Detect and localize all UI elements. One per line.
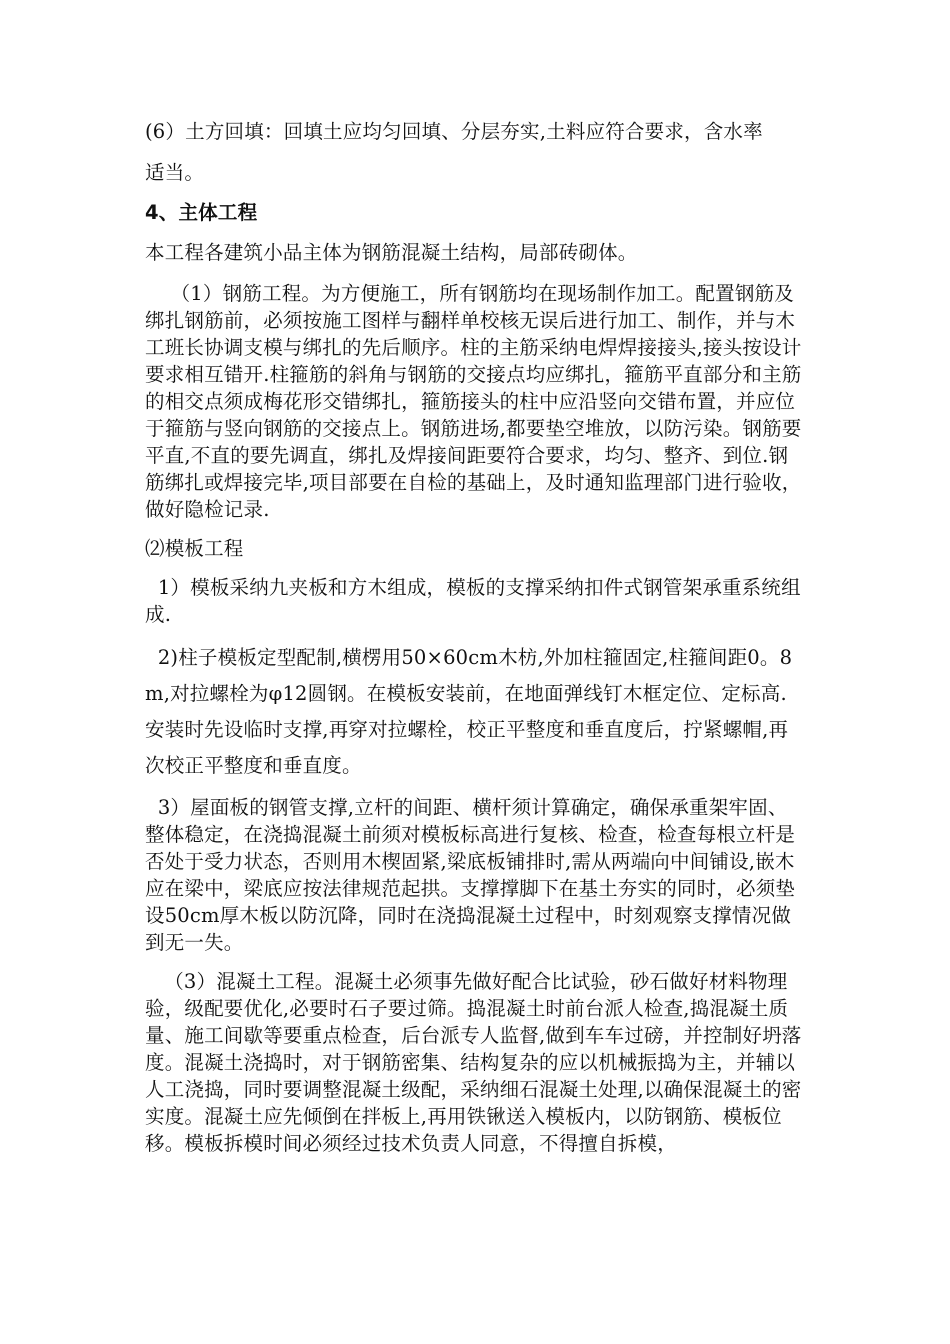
paragraph-formwork-title: ⑵模板工程 [145,537,244,560]
paragraph-rebar-works: （1）钢筋工程。为方便施工，所有钢筋均在现场制作加工。配置钢筋及绑扎钢筋前，必须按施工图样与翻样单校核无误后进行加工、制作，并与木工班长协调支模与绑扎的先后顺序。柱的主筋采纳电焊焊接接头,接头按设计要求相互错开.柱箍筋的斜角与钢筋的交接点均应绑扎，箍筋平直部分和主筋的相交点须成梅花形交错绑扎，箍筋接头的柱中应沿竖向交错布置，并应位于箍筋与竖向钢筋的交接点上。钢筋进场,都要垫空堆放，以防污染。钢筋要平直,不直的要先调直，绑扎及焊接间距要符合要求，均匀、整齐、到位.钢筋绑扎或焊接完毕,项目部要在自检的基础上，及时通知监理部门进行验收，做好隐检记录. [145,282,802,521]
paragraph-formwork-3: 3）屋面板的钢管支撑,立杆的间距、横杆须计算确定，确保承重架牢固、整体稳定，在浇捣混凝土前须对模板标高进行复核、检查，检查每根立杆是否处于受力状态，否则用木楔固紧,梁底板铺排时,需从两端向中间铺设,嵌木应在梁中，梁底应按法律规范起拱。支撑撑脚下在基土夯实的同时，必须垫设50cm厚木板以防沉降，同时在浇捣混凝土过程中，时刻观察支撑情况做到无一失。 [145,796,796,954]
paragraph-backfill: (6）土方回填：回填土应均匀回填、分层夯实,土料应符合要求，含水率 [145,120,763,143]
paragraph-backfill-continued: 适当。 [145,161,205,184]
paragraph-formwork-1: 1）模板采纳九夹板和方木组成，模板的支撑采纳扣件式钢管架承重系统组成. [145,576,801,626]
paragraph-intro: 本工程各建筑小品主体为钢筋混凝土结构，局部砖砌体。 [145,241,638,264]
paragraph-formwork-2: 2)柱子模板定型配制,横楞用50×60cm木枋,外加柱箍固定,柱箍间距0。8m,对拉螺栓为φ12圆钢。在模板安装前，在地面弹线钉木框定位、定标高.安装时先设临时支撑,再穿对拉螺栓，校正平整度和垂直度后，拧紧螺帽,再次校正平整度和垂直度。 [145,646,793,777]
paragraph-concrete-works: （3）混凝土工程。混凝土必须事先做好配合比试验，砂石做好材料物理验，级配要优化,必要时石子要过筛。捣混凝土时前台派人检查,捣混凝土质量、施工间歇等要重点检查，后台派专人监督,做到车车过磅，并控制好坍落度。混凝土浇捣时，对于钢筋密集、结构复杂的应以机械振捣为主，并辅以人工浇捣，同时要调整混凝土级配，采纳细石混凝土处理,以确保混凝土的密实度。混凝土应先倾倒在拌板上,再用铁锹送入模板内，以防钢筋、模板位移。模板拆模时间必须经过技术负责人同意，不得擅自拆模， [145,970,802,1155]
document-body [145,118,805,1157]
section-heading-main-structure: 4、主体工程 [145,201,258,224]
